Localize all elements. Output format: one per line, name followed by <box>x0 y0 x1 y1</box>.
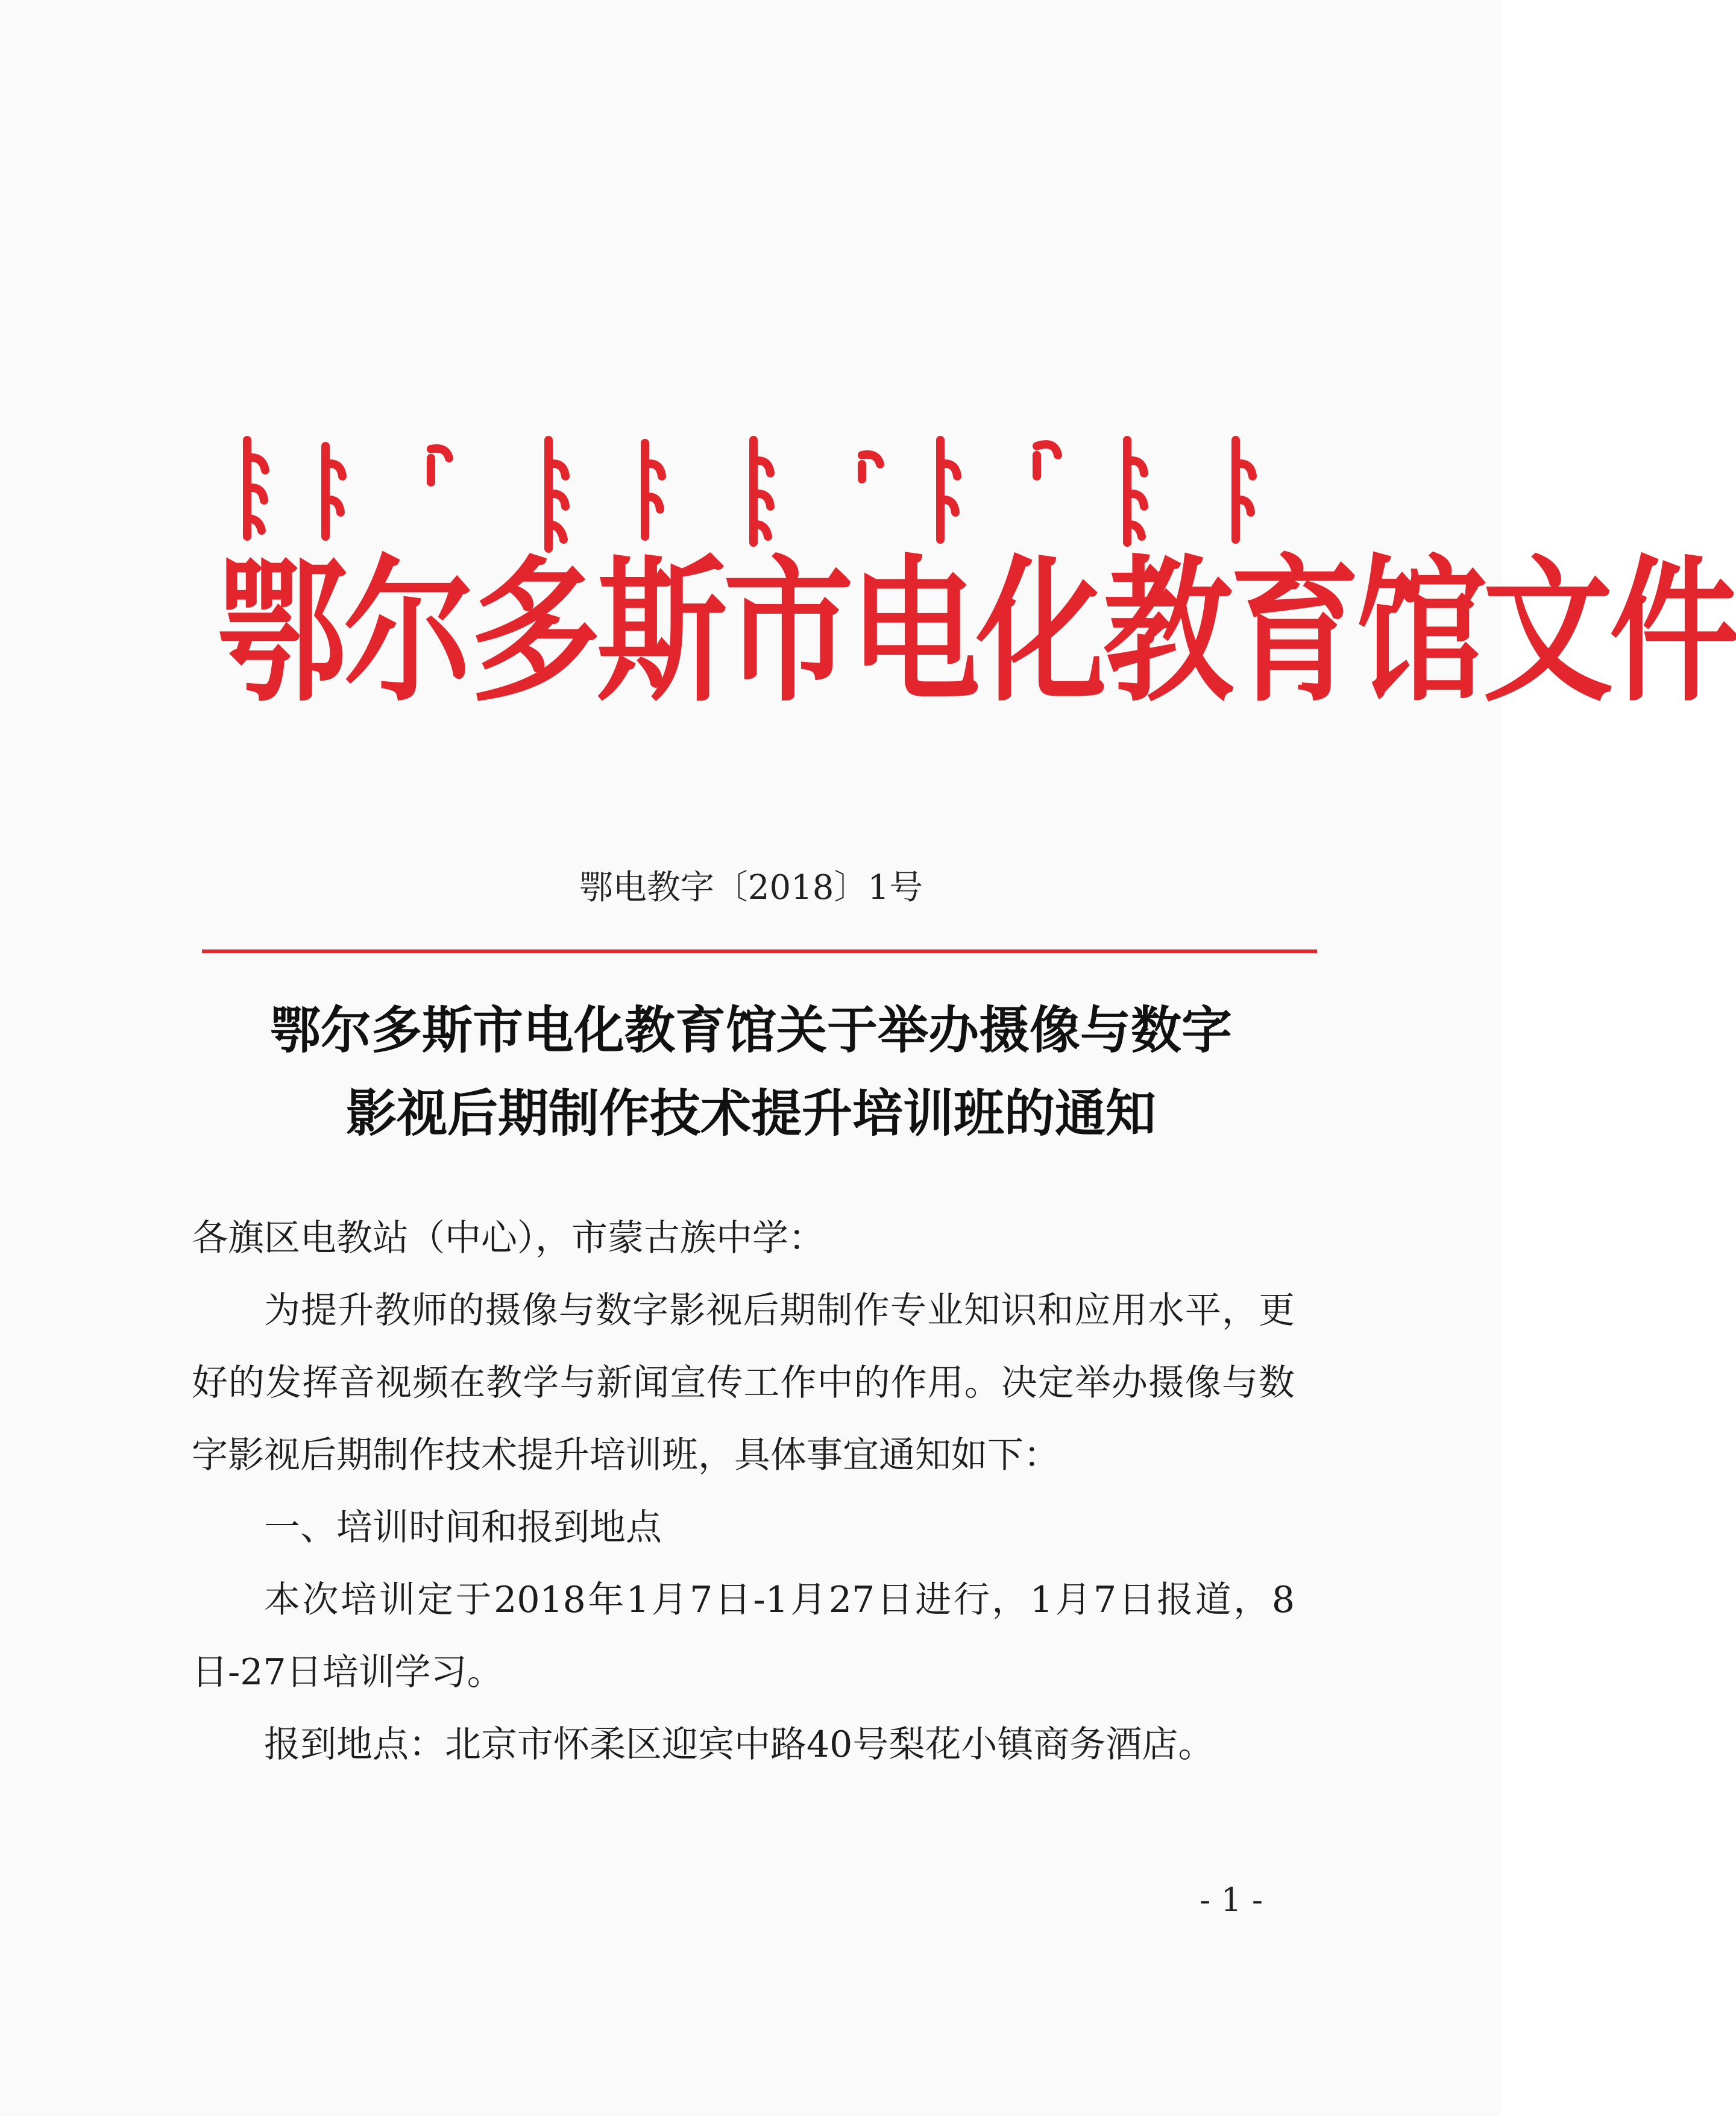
document-number: 鄂电教字〔2018〕1号 <box>579 868 923 907</box>
notice-title-line-1: 鄂尔多斯市电化教育馆关于举办摄像与数字 <box>269 1000 1232 1060</box>
salutation: 各旗区电教站（中心），市蒙古族中学： <box>192 1217 825 1259</box>
red-divider-line <box>202 949 1317 953</box>
notice-title <box>0 989 1502 1155</box>
section-1-heading: 一、培训时间和报到地点 <box>264 1507 662 1549</box>
notice-body <box>192 1202 1295 1781</box>
document-header-title: 鄂尔多斯市电化教育馆文件 <box>217 539 1736 723</box>
location-paragraph: 报到地点：北京市怀柔区迎宾中路40号梨花小镇商务酒店。 <box>264 1724 1215 1766</box>
notice-title-line-2: 影视后期制作技术提升培训班的通知 <box>345 1083 1156 1143</box>
schedule-paragraph: 本次培训定于2018年1月7日-1月27日进行，1月7日报道，8日-27日培训学习。 <box>192 1579 1295 1693</box>
intro-paragraph: 为提升教师的摄像与数字影视后期制作专业知识和应用水平，更好的发挥音视频在教学与新闻宣传工作中的作用。决定举办摄像与数字影视后期制作技术提升培训班，具体事宜通知如下： <box>192 1289 1295 1476</box>
page-number: - 1 - <box>1200 1881 1263 1919</box>
